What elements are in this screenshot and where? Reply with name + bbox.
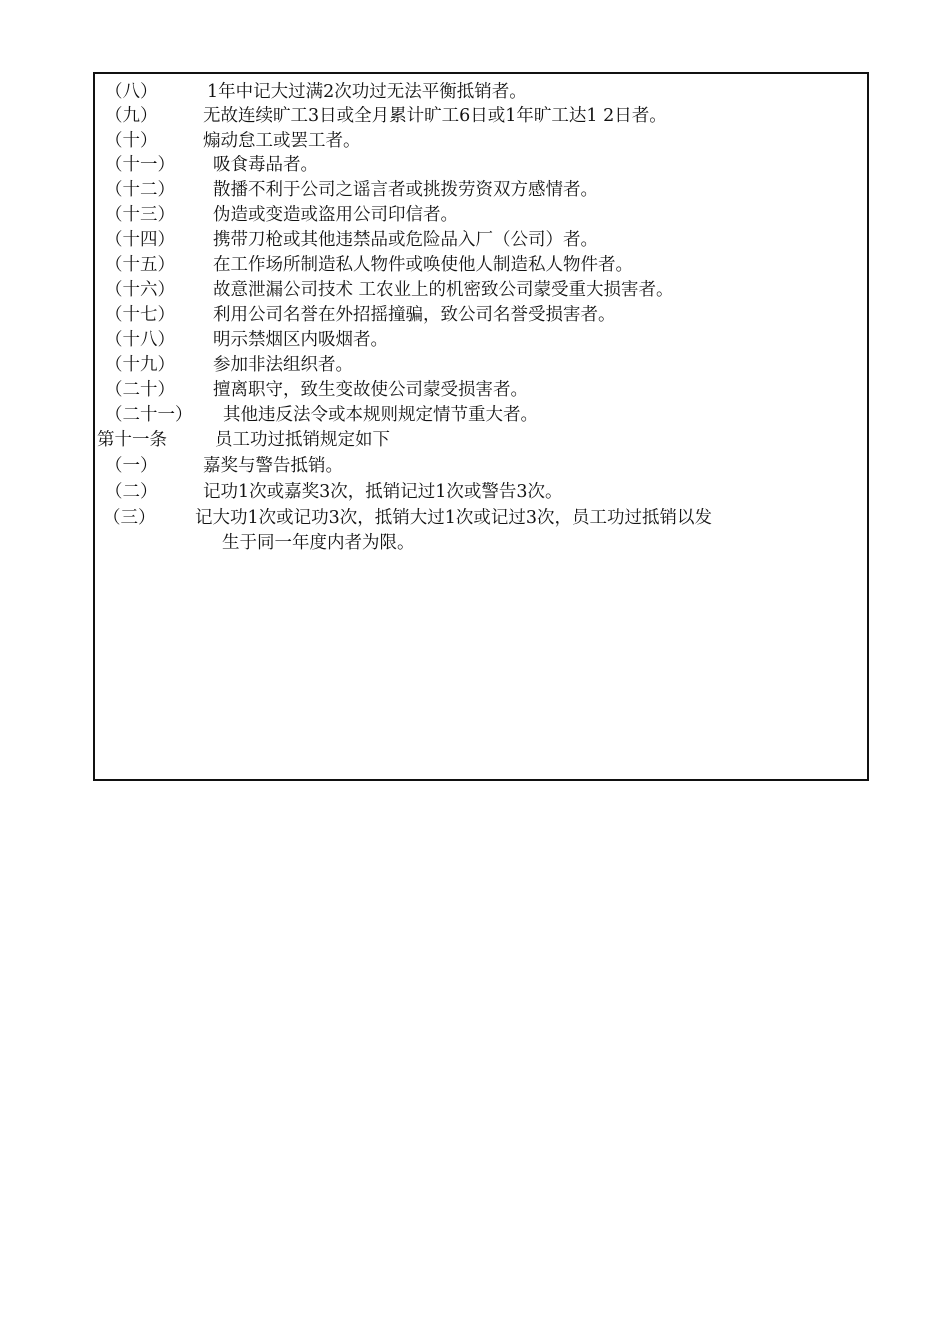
item-text: 利用公司名誉在外招摇撞骗，致公司名誉受损害者。	[213, 305, 616, 325]
item-number: （九）	[105, 106, 158, 126]
item-text: 在工作场所制造私人物件或唤使他人制造私人物件者。	[213, 255, 633, 275]
item-number: （一）	[105, 456, 158, 476]
item-text: 无故连续旷工3日或全月累计旷工6日或1年旷工达1 2日者。	[203, 106, 667, 126]
item-number: （十三）	[105, 205, 175, 225]
item-text: 吸食毒品者。	[213, 155, 318, 175]
item-number: （三）	[103, 508, 156, 528]
item-number: （十）	[105, 131, 158, 151]
item-number: （十二）	[105, 180, 175, 200]
item-number: （十一）	[105, 155, 175, 175]
item-number: （十四）	[105, 230, 175, 250]
item-text: 故意泄漏公司技术 工农业上的机密致公司蒙受重大损害者。	[213, 280, 674, 300]
item-text: 伪造或变造或盗用公司印信者。	[213, 205, 458, 225]
item-number: （二十一）	[105, 405, 193, 425]
item-text: 1年中记大过满2次功过无法平衡抵销者。	[207, 82, 527, 102]
article-number: 第十一条	[97, 430, 167, 450]
item-number: （十七）	[105, 305, 175, 325]
item-text-continuation: 生于同一年度内者为限。	[222, 533, 415, 553]
document-frame	[93, 72, 869, 781]
item-text: 明示禁烟区内吸烟者。	[213, 330, 388, 350]
item-text: 擅离职守，致生变故使公司蒙受损害者。	[213, 380, 528, 400]
item-number: （十六）	[105, 280, 175, 300]
item-text: 记功1次或嘉奖3次，抵销记过1次或警告3次。	[203, 482, 563, 502]
item-number: （十八）	[105, 330, 175, 350]
item-text: 嘉奖与警告抵销。	[203, 456, 343, 476]
item-number: （二十）	[105, 380, 175, 400]
item-text: 记大功1次或记功3次，抵销大过1次或记过3次，员工功过抵销以发	[195, 508, 713, 528]
item-text: 携带刀枪或其他违禁品或危险品入厂（公司）者。	[213, 230, 598, 250]
item-text: 散播不利于公司之谣言者或挑拨劳资双方感情者。	[213, 180, 598, 200]
item-text: 煽动怠工或罢工者。	[203, 131, 361, 151]
item-number: （二）	[105, 482, 158, 502]
item-text: 参加非法组织者。	[213, 355, 353, 375]
article-text: 员工功过抵销规定如下	[215, 430, 390, 450]
item-number: （十五）	[105, 255, 175, 275]
item-number: （十九）	[105, 355, 175, 375]
item-number: （八）	[105, 82, 158, 102]
item-text: 其他违反法令或本规则规定情节重大者。	[223, 405, 538, 425]
